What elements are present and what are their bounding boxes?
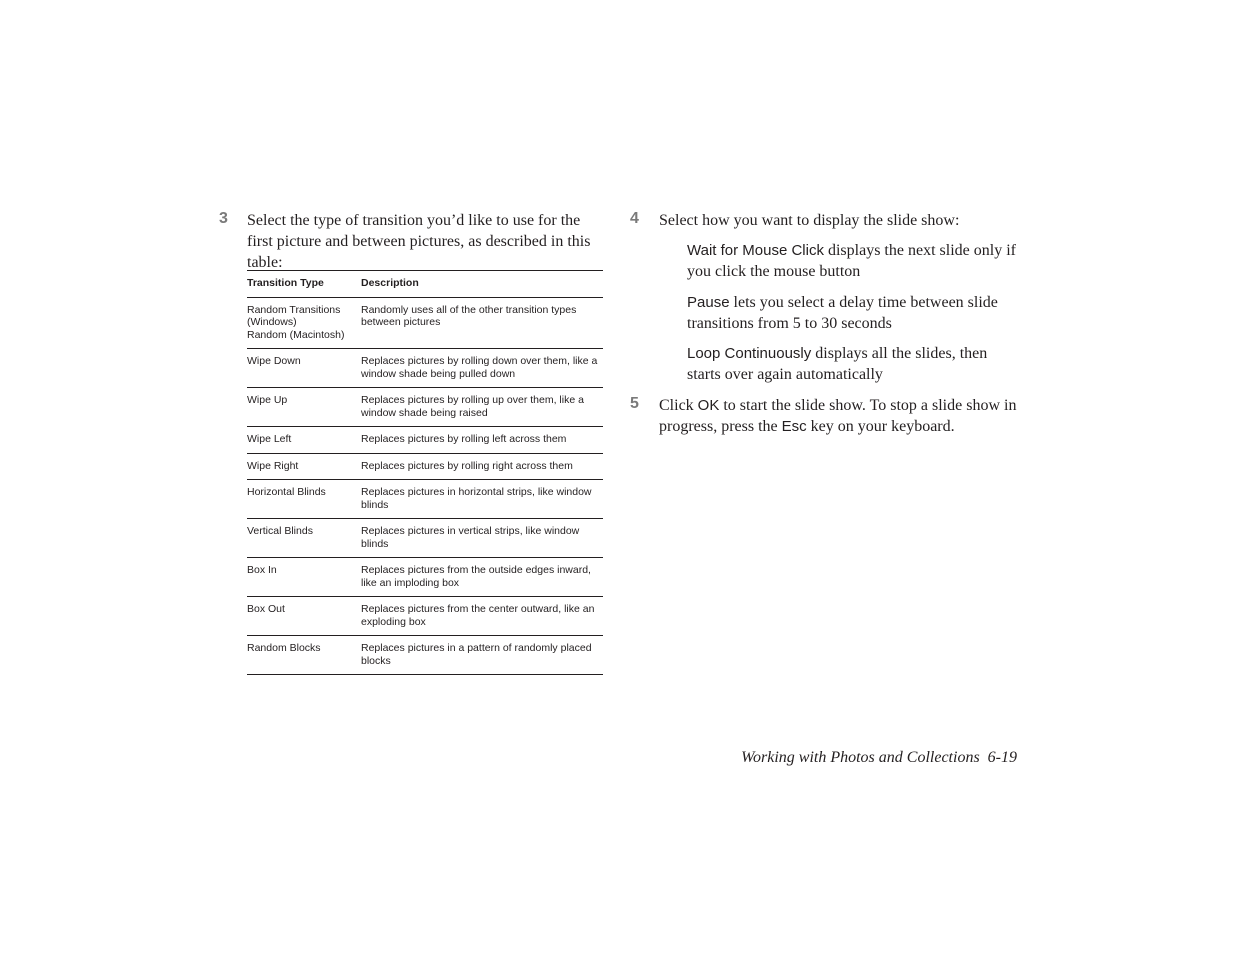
- description-cell: Replaces pictures in horizontal strips, like window blinds: [361, 480, 603, 519]
- transition-type-cell: Wipe Right: [247, 453, 361, 480]
- step-4-number: 4: [630, 210, 639, 227]
- transition-type-line: Random (Macintosh): [247, 328, 345, 341]
- step-3-text: Select the type of transition you’d like to use for the first picture and between pictures, as described in this table:: [247, 212, 591, 271]
- esc-key-label: Esc: [781, 418, 807, 435]
- option-description: displays the next slide only if you click the mouse button: [687, 242, 1016, 280]
- transition-type-line: Random Transitions: [247, 303, 341, 316]
- option-name: Pause: [687, 294, 730, 311]
- transition-type-cell: Box In: [247, 558, 361, 597]
- option-name: Loop Continuously: [687, 345, 812, 362]
- description-cell: Replaces pictures by rolling right across them: [361, 453, 603, 480]
- table-row: [247, 388, 603, 427]
- table-row: [247, 636, 603, 675]
- table-row: [247, 597, 603, 636]
- transition-type-cell: [247, 297, 361, 349]
- description-cell: Replaces pictures by rolling up over them, like a window shade being raised: [361, 388, 603, 427]
- description-cell: Replaces pictures by rolling left across them: [361, 427, 603, 454]
- option-wait-for-mouse-click: [687, 240, 1022, 282]
- table-header-row: [247, 271, 603, 298]
- step-4-text: Select how you want to display the slide show:: [659, 212, 960, 229]
- option-loop-continuously: [687, 343, 1022, 385]
- page-footer: [700, 749, 1017, 767]
- table-row: [247, 519, 603, 558]
- transition-type-cell: Wipe Up: [247, 388, 361, 427]
- footer-title: Working with Photos and Collections: [741, 749, 980, 766]
- step-3-number: 3: [219, 210, 228, 227]
- transition-type-cell: Random Blocks: [247, 636, 361, 675]
- transition-type-line: (Windows): [247, 316, 297, 328]
- transition-type-cell: Wipe Left: [247, 427, 361, 454]
- option-description: displays all the slides, then starts over again automatically: [687, 345, 988, 383]
- description-cell: Replaces pictures from the center outward, like an exploding box: [361, 597, 603, 636]
- transition-type-cell: Box Out: [247, 597, 361, 636]
- table-row: [247, 558, 603, 597]
- table-row: [247, 480, 603, 519]
- header-description: Description: [361, 271, 603, 298]
- option-name: Wait for Mouse Click: [687, 242, 824, 259]
- table-row: [247, 297, 603, 349]
- description-cell: Replaces pictures in vertical strips, like window blinds: [361, 519, 603, 558]
- table-row: [247, 453, 603, 480]
- table-row: [247, 427, 603, 454]
- step-5-part: to start the slide show. To stop a slide show in progress, press the: [659, 397, 1017, 435]
- step-5-part: Click: [659, 397, 698, 414]
- step-5-text: [659, 395, 1021, 437]
- table-row: [247, 349, 603, 388]
- header-transition-type: Transition Type: [247, 271, 361, 298]
- step-5-number: 5: [630, 395, 639, 412]
- ok-key-label: OK: [697, 397, 720, 414]
- transition-type-cell: Horizontal Blinds: [247, 480, 361, 519]
- transition-table: [247, 270, 603, 675]
- transition-type-cell: Vertical Blinds: [247, 519, 361, 558]
- description-cell: Randomly uses all of the other transition types between pictures: [361, 297, 603, 349]
- step-5-part: key on your keyboard.: [806, 418, 955, 435]
- transition-type-cell: Wipe Down: [247, 349, 361, 388]
- description-cell: Replaces pictures from the outside edges inward, like an imploding box: [361, 558, 603, 597]
- description-cell: Replaces pictures by rolling down over them, like a window shade being pulled down: [361, 349, 603, 388]
- page-number: 6-19: [987, 749, 1017, 766]
- option-pause: [687, 292, 1022, 334]
- option-description: lets you select a delay time between slide transitions from 5 to 30 seconds: [687, 294, 998, 332]
- description-cell: Replaces pictures in a pattern of randomly placed blocks: [361, 636, 603, 675]
